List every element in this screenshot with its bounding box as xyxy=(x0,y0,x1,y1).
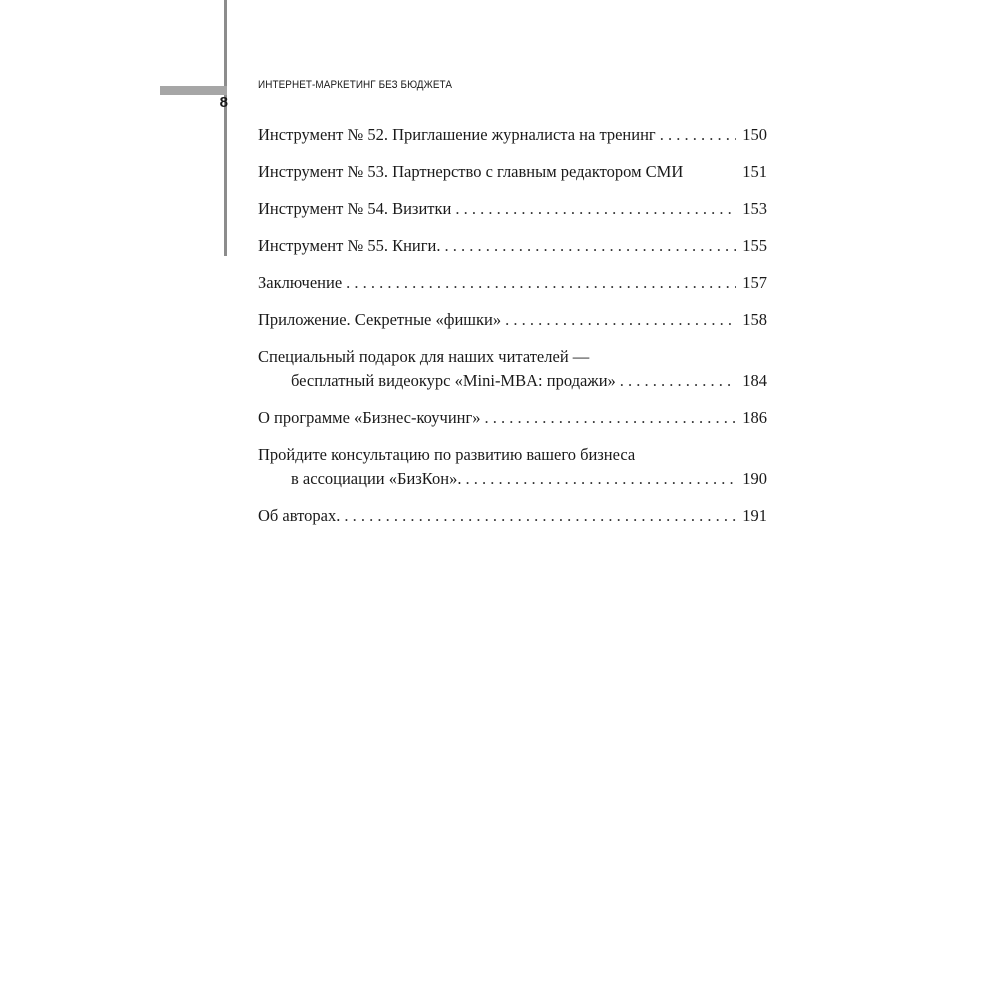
dot-leader xyxy=(505,308,736,332)
toc-entry-line xyxy=(258,234,767,258)
toc-entry-title: Инструмент № 53. Партнерство с главным редактором СМИ xyxy=(258,162,684,181)
toc-entry xyxy=(258,443,767,491)
toc-entry-line xyxy=(258,467,767,491)
toc-entry-title: Специальный подарок для наших читателей — xyxy=(258,347,590,366)
toc-entry-page: 190 xyxy=(742,469,767,488)
toc-entry xyxy=(258,504,767,528)
page-number: 8 xyxy=(219,94,228,111)
toc-entry xyxy=(258,234,767,258)
dot-leader xyxy=(465,467,736,491)
toc-entry-title: Инструмент № 55. Книги. xyxy=(258,236,441,255)
table-of-contents xyxy=(258,123,767,541)
toc-entry-page: 150 xyxy=(742,125,767,144)
dot-leader xyxy=(346,271,736,295)
toc-entry-line xyxy=(258,308,767,332)
toc-entry-title: Инструмент № 52. Приглашение журналиста на тренинг xyxy=(258,125,656,144)
toc-entry-page: 153 xyxy=(742,199,767,218)
margin-vertical-rule xyxy=(224,0,227,256)
toc-entry-title: в ассоциации «БизКон». xyxy=(291,469,462,488)
dot-leader xyxy=(344,504,736,528)
toc-entry-page: 155 xyxy=(742,236,767,255)
toc-entry-line xyxy=(258,369,767,393)
toc-entry-line xyxy=(258,160,767,184)
toc-entry-title: Заключение xyxy=(258,273,343,292)
toc-entry-title: Пройдите консультацию по развитию вашего бизнеса xyxy=(258,445,636,464)
toc-entry-page: 186 xyxy=(742,408,767,427)
toc-entry-page: 158 xyxy=(742,310,767,329)
toc-entry xyxy=(258,345,767,393)
toc-entry xyxy=(258,197,767,221)
dot-leader xyxy=(444,234,736,258)
toc-entry-title: О программе «Бизнес-коучинг» xyxy=(258,408,481,427)
toc-entry xyxy=(258,406,767,430)
toc-entry-line xyxy=(258,345,767,369)
toc-entry xyxy=(258,308,767,332)
toc-entry xyxy=(258,160,767,184)
dot-leader xyxy=(620,369,736,393)
toc-entry-title: Об авторах. xyxy=(258,506,341,525)
toc-entry-line xyxy=(258,271,767,295)
running-head: ИНТЕРНЕТ-МАРКЕТИНГ БЕЗ БЮДЖЕТА xyxy=(258,79,453,91)
toc-entry-title: Приложение. Секретные «фишки» xyxy=(258,310,502,329)
toc-entry-title: Инструмент № 54. Визитки xyxy=(258,199,452,218)
dot-leader xyxy=(485,406,737,430)
toc-entry-line xyxy=(258,123,767,147)
toc-entry-page: 184 xyxy=(742,371,767,390)
dot-leader xyxy=(455,197,736,221)
toc-entry xyxy=(258,271,767,295)
toc-entry-line xyxy=(258,197,767,221)
toc-entry-line xyxy=(258,406,767,430)
toc-entry-title: бесплатный видеокурс «Mini-MBA: продажи» xyxy=(291,371,616,390)
toc-entry-line xyxy=(258,443,767,467)
toc-entry-page: 157 xyxy=(742,273,767,292)
toc-entry xyxy=(258,123,767,147)
dot-leader xyxy=(660,123,737,147)
toc-entry-page: 151 xyxy=(742,162,767,181)
toc-entry-page: 191 xyxy=(742,506,767,525)
toc-entry-line xyxy=(258,504,767,528)
